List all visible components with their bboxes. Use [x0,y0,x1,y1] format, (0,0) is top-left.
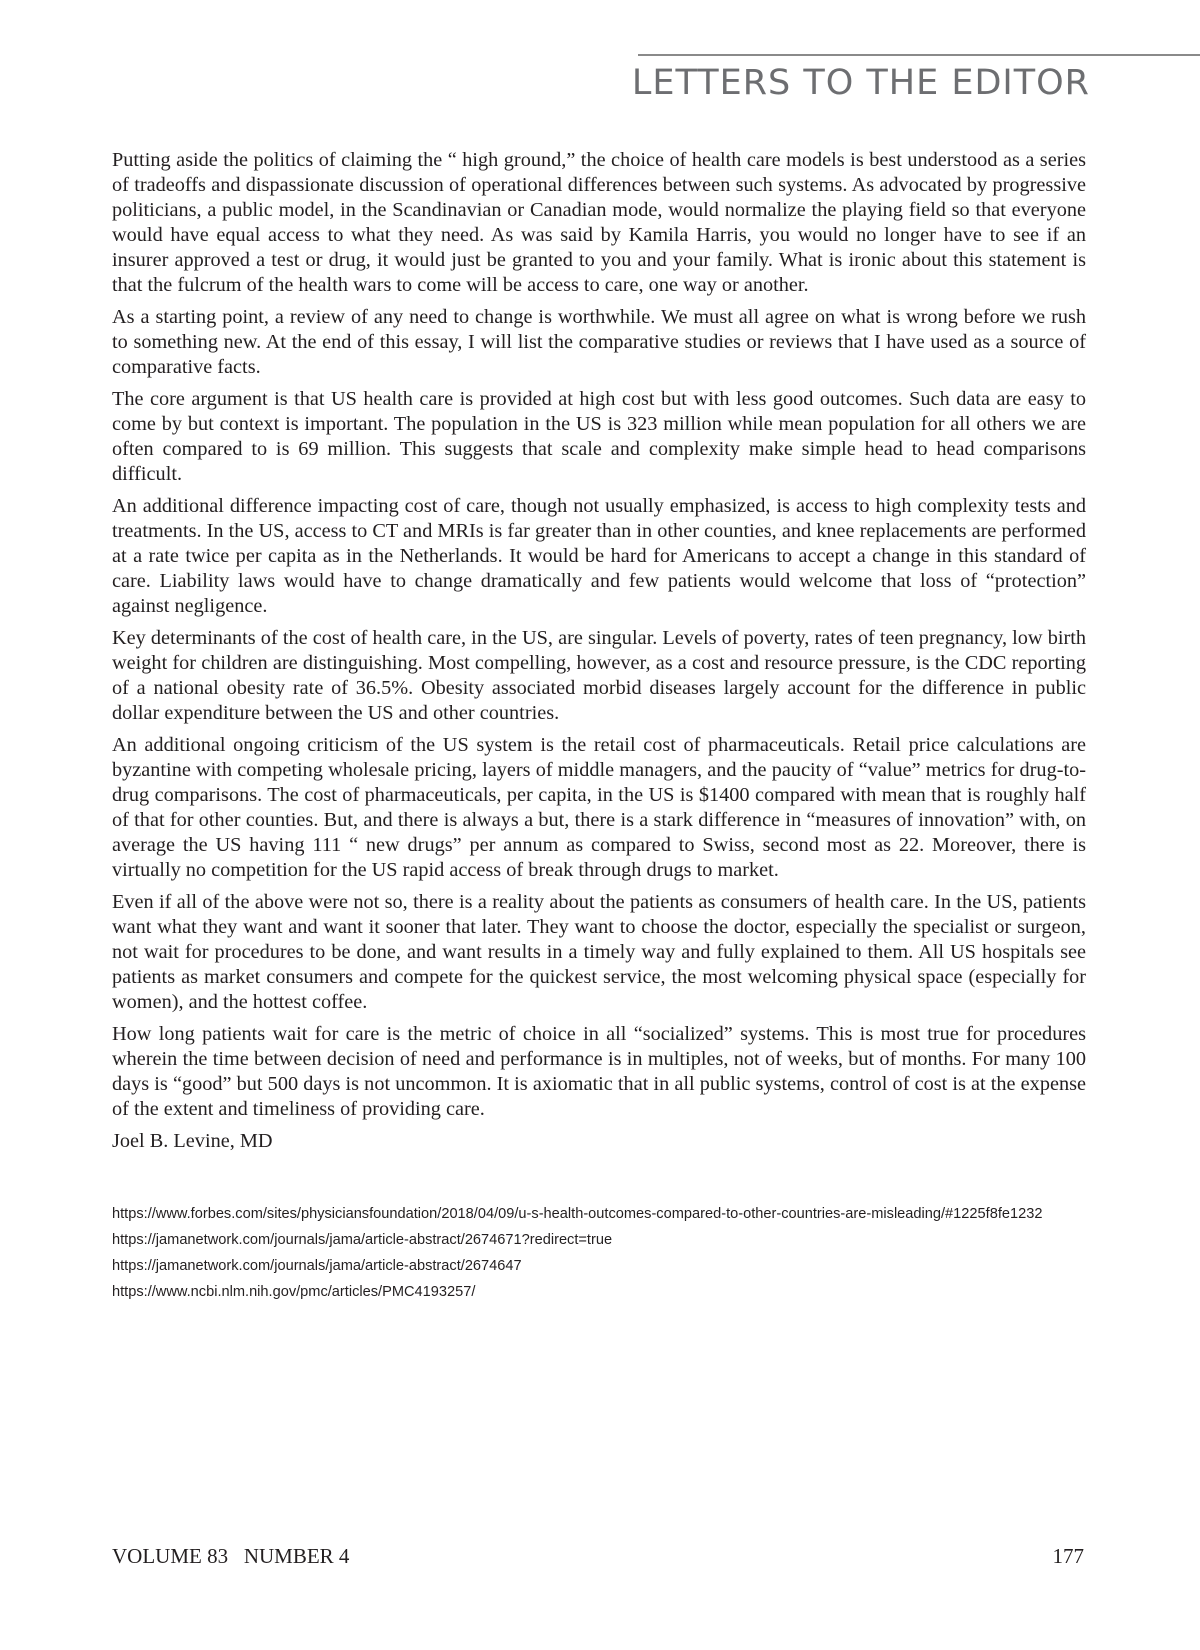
page-number: 177 [1052,1544,1084,1568]
author-signature: Joel B. Levine, MD [112,1130,273,1152]
reference-list [112,1201,1102,1305]
paragraph: As a starting point, a review of any need to change is worthwhile. We must all agree on what is wrong before we rush to something new. At the end of this essay, I will list the comparative studies or reviews that I have used as a source of comparative facts. [112,306,1086,378]
reference-link[interactable]: https://www.forbes.com/sites/physiciansfoundation/2018/04/09/u-s-health-outcomes-compared-to-other-countries-are-misleading/#1225f8fe1232 [112,1206,1043,1222]
reference-link[interactable]: https://jamanetwork.com/journals/jama/article-abstract/2674671?redirect=true [112,1232,613,1248]
section-title: LETTERS TO THE EDITOR [631,63,1090,103]
paragraph: An additional difference impacting cost of care, though not usually emphasized, is access to high complexity tests and treatments. In the US, access to CT and MRIs is far greater than in other counties, and knee replacements are performed at a rate twice per capita as in the Netherlands. It would be hard for Americans to accept a change in this standard of care. Liability laws would have to change dramatically and few patients would welcome that loss of “protection” against negligence. [112,495,1086,617]
reference-link[interactable]: https://www.ncbi.nlm.nih.gov/pmc/articles/PMC4193257/ [112,1284,476,1300]
paragraph: The core argument is that US health care is provided at high cost but with less good outcomes. Such data are easy to come by but context is important. The population in the US is 323 million while mean population for all others we are often compared to is 69 million. This suggests that scale and complexity make simple head to head comparisons difficult. [112,388,1086,485]
header-rule [638,54,1200,56]
paragraph: An additional ongoing criticism of the US system is the retail cost of pharmaceuticals. Retail price calculations are byzantine with competing wholesale pricing, layers of middle managers, and the paucity of “value” metrics for drug-to-drug comparisons. The cost of pharmaceuticals, per capita, in the US is $1400 compared with mean that is roughly half of that for other counties. But, and there is always a but, there is a stark difference in “measures of innovation” with, on average the US having 111 “ new drugs” per annum as compared to Swiss, second most as 22. Moreover, there is virtually no competition for the US rapid access of break through drugs to market. [112,734,1086,881]
paragraph: Putting aside the politics of claiming the “ high ground,” the choice of health care models is best understood as a series of tradeoffs and dispassionate discussion of operational differences between such systems. As advocated by progressive politicians, a public model, in the Scandinavian or Canadian mode, would normalize the playing field so that everyone would have equal access to what they need. As was said by Kamila Harris, you would no longer have to see if an insurer approved a test or drug, it would just be granted to you and your family. What is ironic about this statement is that the fulcrum of the health wars to come will be access to care, one way or another. [112,149,1086,296]
paragraph: Key determinants of the cost of health care, in the US, are singular. Levels of poverty, rates of teen pregnancy, low birth weight for children are distinguishing. Most compelling, however, as a cost and resource pressure, is the CDC reporting of a national obesity rate of 36.5%. Obesity associated morbid diseases largely account for the difference in public dollar expenditure between the US and other countries. [112,627,1086,724]
paragraph: Even if all of the above were not so, there is a reality about the patients as consumers of health care. In the US, patients want what they want and want it sooner that later. They want to choose the doctor, especially the specialist or surgeon, not wait for procedures to be done, and want results in a timely way and fully explained to them. All US hospitals see patients as market consumers and compete for the quickest service, the most welcoming physical space (especially for women), and the hottest coffee. [112,891,1086,1013]
paragraph: How long patients wait for care is the metric of choice in all “socialized” systems. This is most true for procedures wherein the time between decision of need and performance is in multiples, not of weeks, but of months. For many 100 days is “good” but 500 days is not uncommon. It is axiomatic that in all public systems, control of cost is at the expense of the extent and timeliness of providing care. [112,1023,1086,1120]
volume-issue: VOLUME 83 NUMBER 4 [112,1544,350,1568]
reference-link[interactable]: https://jamanetwork.com/journals/jama/article-abstract/2674647 [112,1258,522,1274]
letter-body [112,148,1086,1161]
